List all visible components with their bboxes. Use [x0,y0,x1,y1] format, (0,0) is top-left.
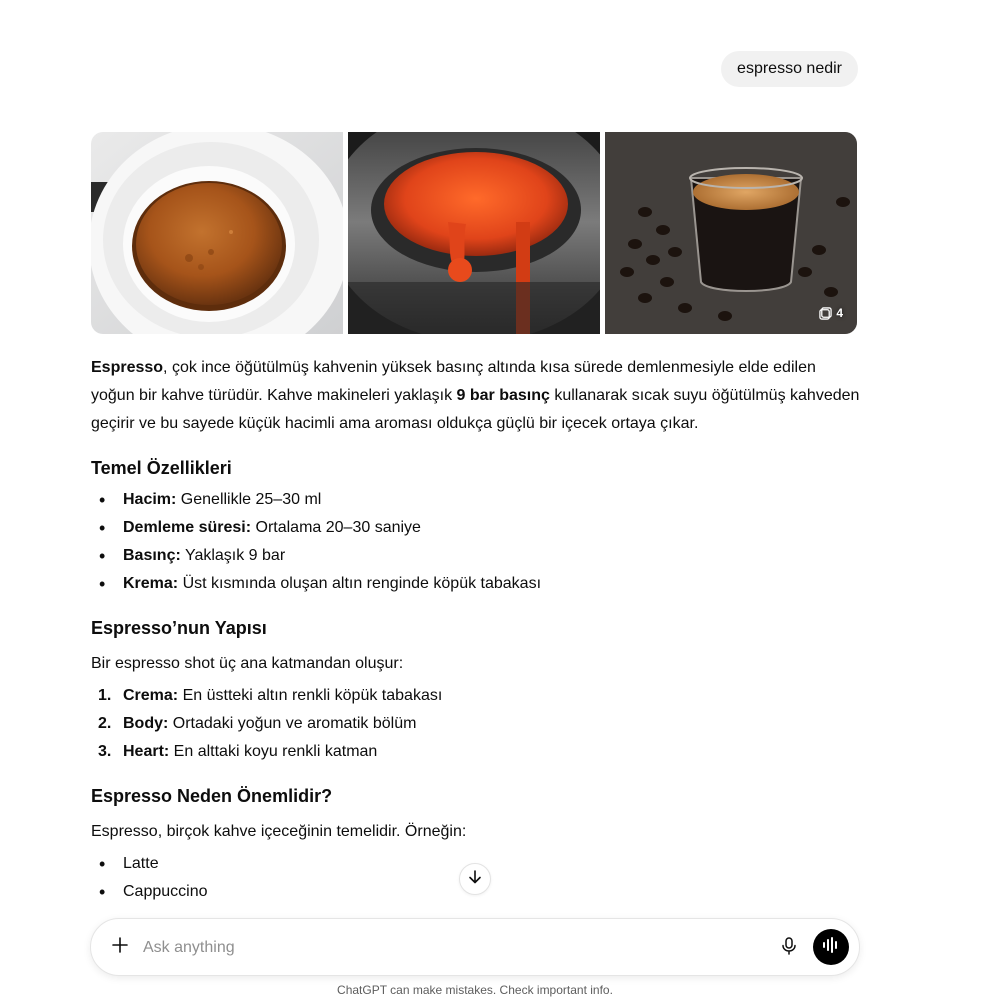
term-pressure: 9 bar basınç [456,387,550,404]
microphone-icon [781,937,797,960]
features-list [91,486,861,598]
scroll-to-bottom-button[interactable] [459,863,491,895]
term-espresso: Espresso [91,359,164,376]
section-heading-structure: Espresso’nun Yapısı [91,618,267,638]
more-images-badge[interactable] [819,306,843,320]
disclaimer-text: ChatGPT can make mistakes. Check important info. [337,983,613,997]
list-item: • Latte [91,850,861,878]
list-item: 2. Body: Ortadaki yoğun ve aromatik bölüm [98,715,417,732]
voice-mode-button[interactable] [813,929,849,965]
gallery-image-2[interactable] [348,132,600,334]
message-composer [90,918,860,976]
user-message-bubble [721,51,858,87]
plus-icon [111,936,129,959]
intro-paragraph: Espresso, çok ince öğütülmüş kahvenin yüksek basınç altında kısa sürede demlenmesiyle elde edilen yoğun bir kahve türüdür. Kahve makineleri yaklaşık 9 bar basınç kullanarak sıcak suyu öğütülmüş kahveden geçirir ve bu sayede küçük hacimli ama aroması oldukça güçlü bir içecek ortaya çıkar. [91,359,860,432]
dictate-button[interactable] [777,936,801,960]
list-item: • Hacim: Genellikle 25–30 ml [91,486,861,514]
attach-button[interactable] [107,934,133,960]
structure-intro: Bir espresso shot üç ana katmandan oluşur: [91,655,404,672]
prompt-input[interactable] [143,934,763,962]
user-message-text: espresso nedir [737,60,842,77]
section-heading-importance: Espresso Neden Önemlidir? [91,786,333,806]
espresso-glass-image [605,132,857,334]
image-gallery [91,132,858,334]
importance-intro: Espresso, birçok kahve içeceğinin temelidir. Örneğin: [91,823,467,840]
list-item: • Cappuccino [91,878,861,906]
section-heading-features: Temel Özellikleri [91,458,232,478]
list-item: 1. Crema: En üstteki altın renkli köpük tabakası [98,687,443,704]
assistant-response [91,354,861,934]
list-item: 3. Heart: En alttaki koyu renkli katman [98,743,378,760]
gallery-image-1[interactable] [91,132,343,334]
espresso-cup-image [91,132,343,334]
image-stack-icon [819,307,832,320]
arrow-down-icon [467,869,483,890]
list-item: • Basınç: Yaklaşık 9 bar [91,542,861,570]
list-item: • Demleme süresi: Ortalama 20–30 saniye [91,514,861,542]
espresso-extraction-image [348,132,600,334]
more-images-count: 4 [836,306,843,320]
gallery-image-3[interactable] [605,132,857,334]
list-item: • Krema: Üst kısmında oluşan altın renginde köpük tabakası [91,570,861,598]
structure-list [91,682,861,766]
voice-mode-icon [822,937,840,958]
